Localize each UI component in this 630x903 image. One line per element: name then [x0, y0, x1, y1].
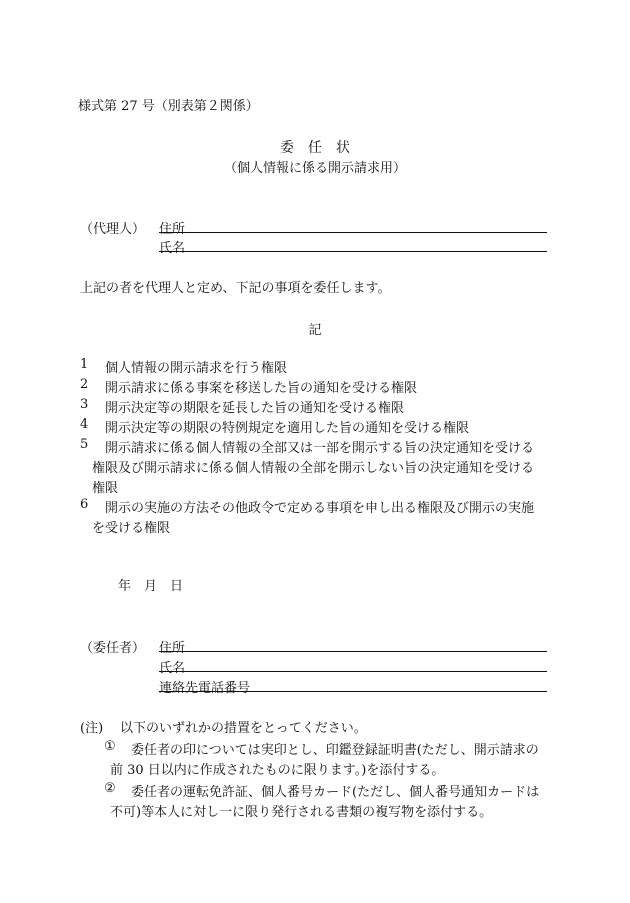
- agent-label: （代理人）: [80, 222, 146, 237]
- agent-address-line[interactable]: [159, 232, 547, 233]
- note-item: 委任者の印については実印とし、印鑑登録証明書(ただし、開示請求の: [131, 743, 539, 758]
- list-item: 開示の実施の方法その他政令で定める事項を申し出る権限及び開示の実施: [105, 501, 535, 516]
- note-label: (注): [80, 721, 104, 736]
- ki-heading: 記: [308, 323, 322, 338]
- list-item: 開示決定等の期限を延長した旨の通知を受ける権限: [105, 401, 405, 416]
- document-subtitle: （個人情報に係る開示請求用）: [223, 161, 406, 176]
- note-mark: ①: [104, 739, 116, 754]
- agent-name-label: 氏名: [159, 241, 186, 256]
- principal-address-line[interactable]: [159, 651, 547, 652]
- note-item: 委任者の運転免許証、個人番号カード(ただし、個人番号通知カードは: [131, 785, 540, 800]
- principal-name-line[interactable]: [159, 671, 547, 672]
- list-item: 開示決定等の期限の特例規定を適用した旨の通知を受ける権限: [105, 421, 470, 436]
- principal-address-label: 住所: [159, 641, 186, 656]
- intro-text: 上記の者を代理人と定め、下記の事項を委任します。: [80, 281, 391, 296]
- note-heading: 以下のいずれかの措置をとってください。: [120, 721, 367, 736]
- list-item-continuation: を受ける権限: [92, 521, 171, 536]
- principal-label: （委任者）: [80, 641, 146, 656]
- item-number: 3: [80, 397, 89, 412]
- list-item: 個人情報の開示請求を行う権限: [105, 361, 288, 376]
- item-number: 1: [80, 357, 89, 372]
- item-number: 4: [80, 417, 89, 432]
- date-line: 年 月 日: [118, 579, 184, 594]
- principal-name-label: 氏名: [159, 661, 186, 676]
- agent-address-label: 住所: [159, 222, 186, 237]
- item-number: 5: [80, 437, 89, 452]
- agent-name-line[interactable]: [159, 251, 547, 252]
- item-number: 6: [80, 497, 89, 512]
- list-item-continuation: 権限: [92, 481, 119, 496]
- principal-phone-line[interactable]: [159, 691, 547, 692]
- document-title: 委 任 状: [280, 140, 350, 156]
- note-item-continuation: 不可)等本人に対し一に限り発行される書類の複写物を添付する。: [110, 805, 493, 820]
- list-item: 開示請求に係る個人情報の全部又は一部を開示する旨の決定通知を受ける: [105, 441, 535, 456]
- item-number: 2: [80, 377, 89, 392]
- principal-phone-label: 連絡先電話番号: [159, 681, 251, 696]
- form-number: 様式第 27 号（別表第２関係）: [78, 99, 259, 114]
- list-item-continuation: 権限及び開示請求に係る個人情報の全部を開示しない旨の決定通知を受ける: [92, 461, 535, 476]
- list-item: 開示請求に係る事案を移送した旨の通知を受ける権限: [105, 381, 418, 396]
- note-mark: ②: [104, 781, 116, 796]
- note-item-continuation: 前 30 日以内に作成されたものに限ります。)を添付する。: [110, 763, 445, 778]
